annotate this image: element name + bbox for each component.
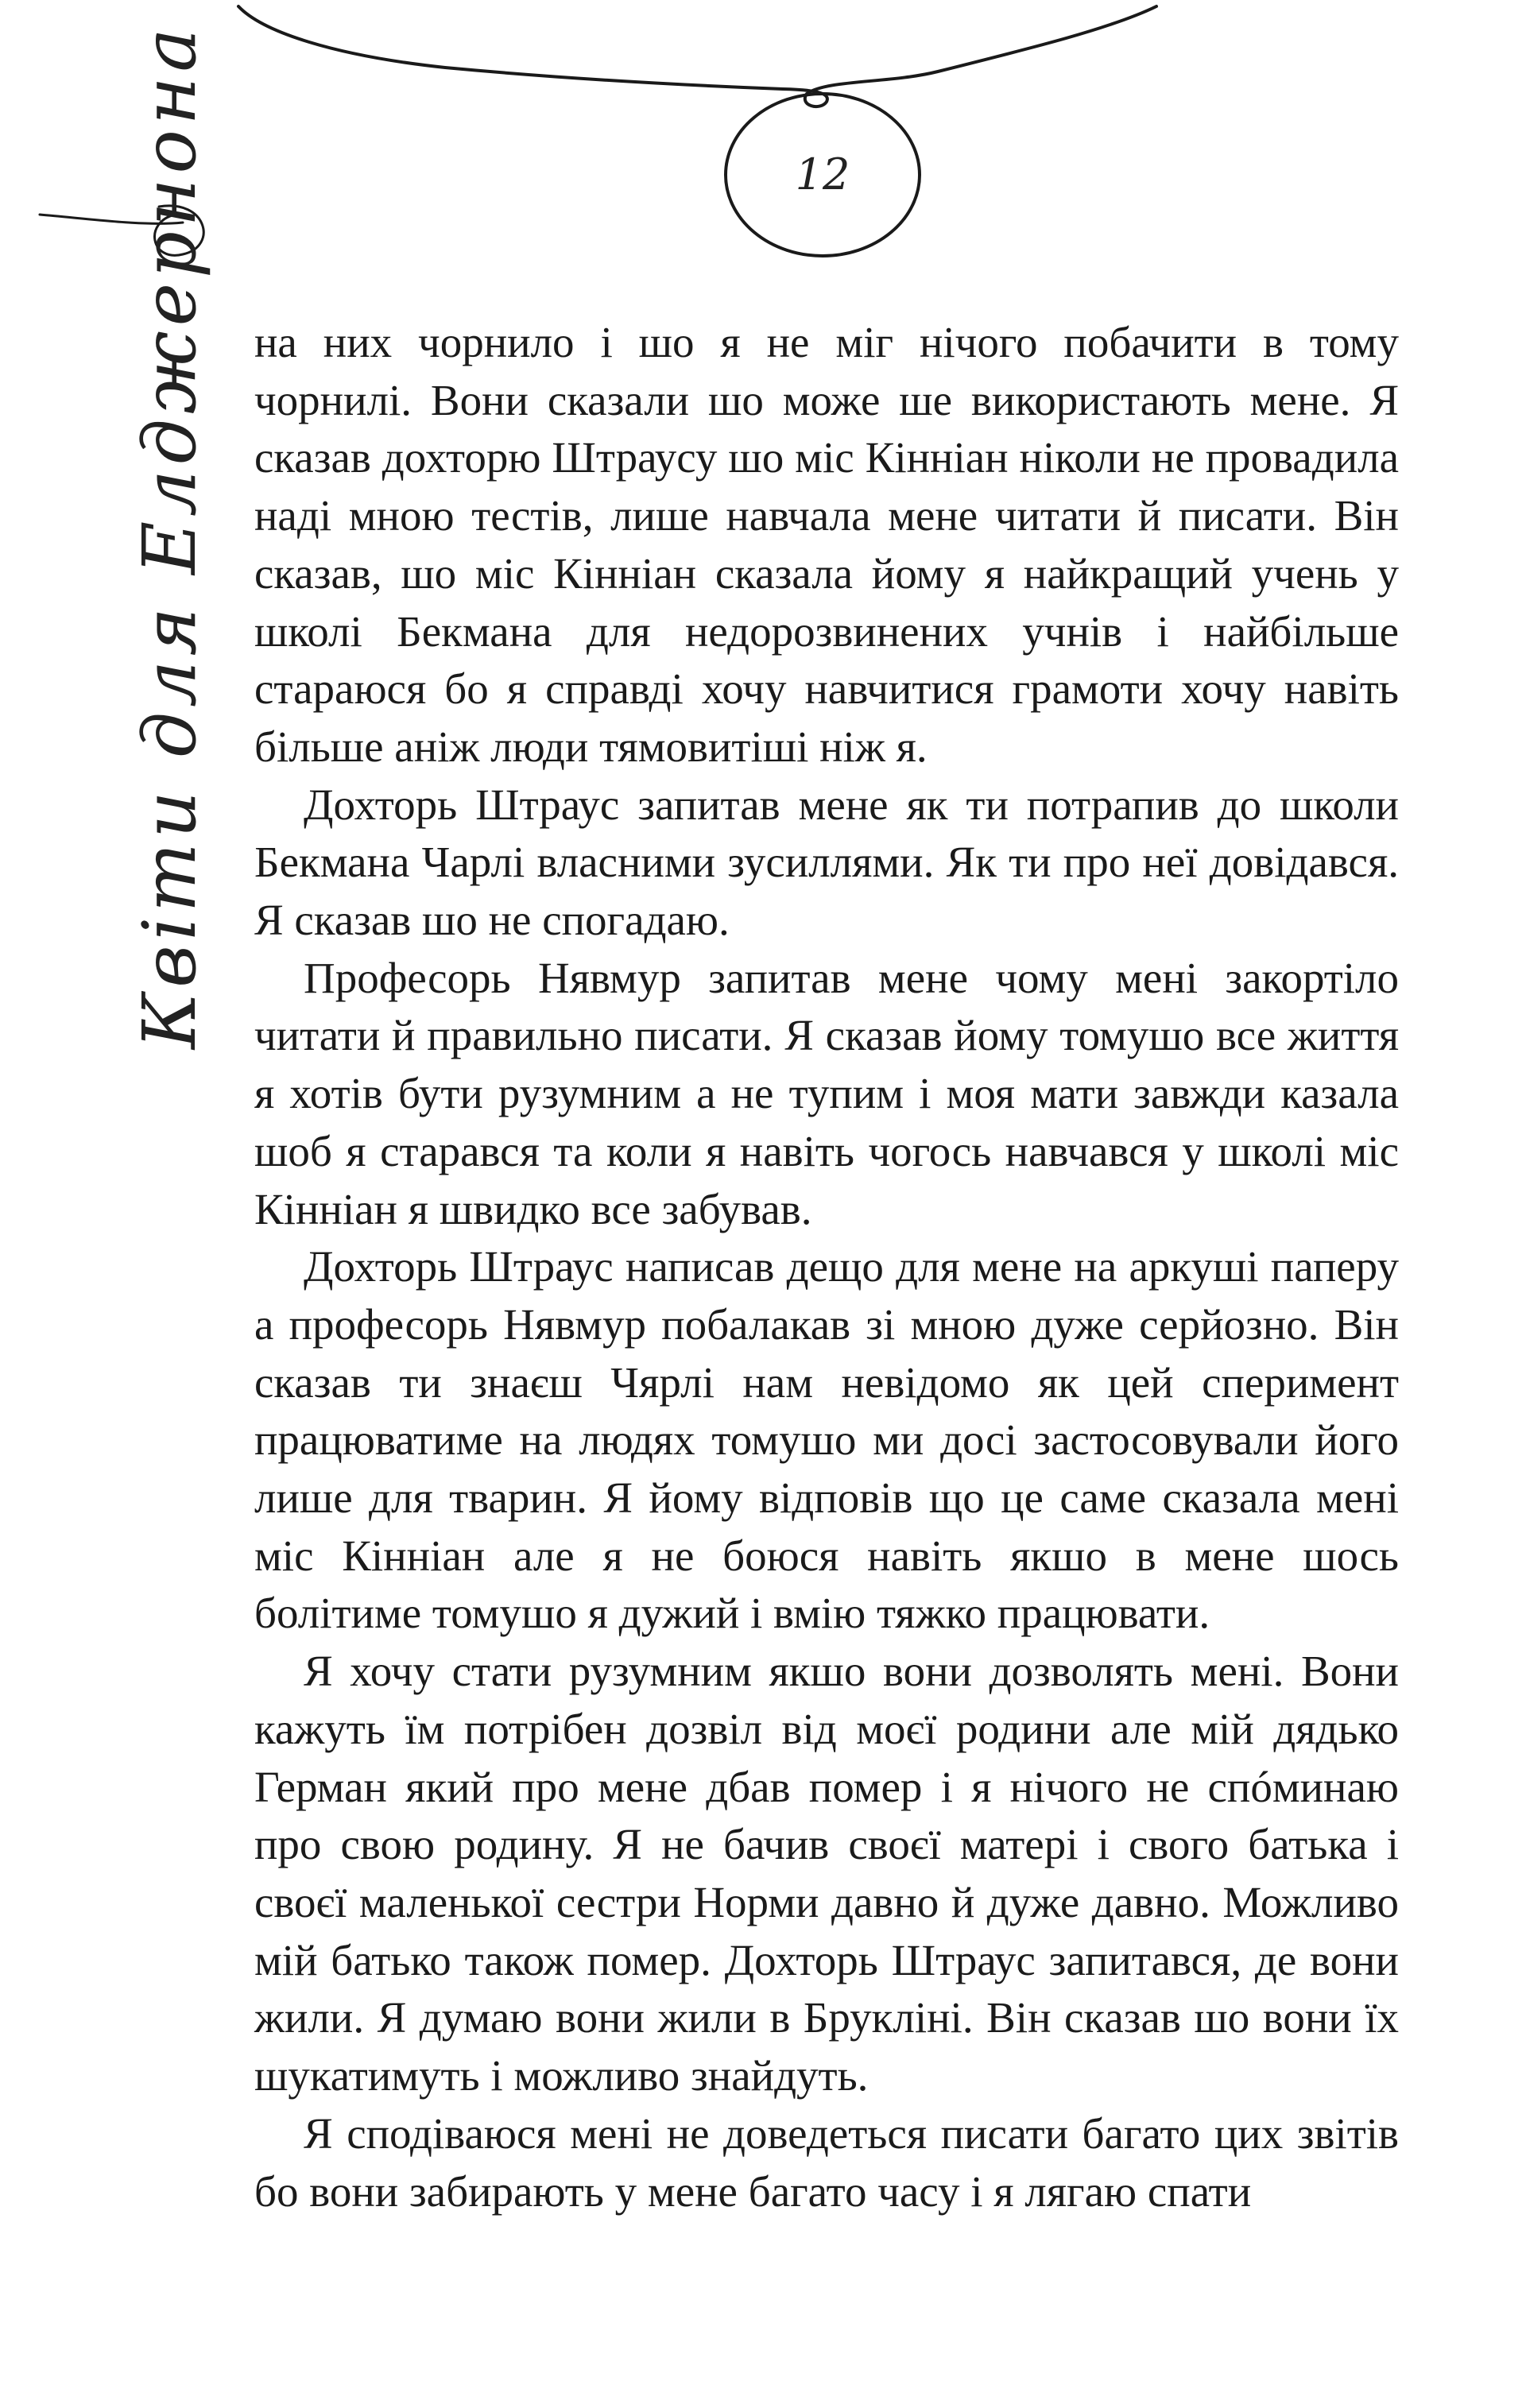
running-title-text: Квіти для Елджернона — [127, 23, 212, 1049]
page-number: 12 — [795, 149, 850, 199]
paragraph: Дохторь Штраус написав дещо для мене на аркуші паперу а професорь Нявмур побалакав зі мною дуже серйозно. Він сказав ти знаєш Чярлі нам невідомо як цей сперимент працюватиме на людях томушо ми досі застосовували його лише для тварин. Я йому відповів що це саме сказала мені міс Кінніан але я не боюся навіть якшо в мене шось болітиме томушо я дужий і вмію тяжко працювати. — [254, 1242, 1399, 1638]
paragraph: Я сподіваюся мені не доведеться писати багато цих звітів бо вони забирають у мене багато часу і я лягаю спати — [254, 2108, 1399, 2216]
running-title-vertical — [24, 23, 230, 1065]
paragraph: Я хочу стати рузумним якшо вони дозволять мені. Вони кажуть їм потрібен дозвіл від моєї родини але мій дядько Герман який про мене дбав помер і я нічого не спóминаю про свою родину. Я не бачив своєї матері і свого батька і своєї маленької сестри Норми давно й дуже давно. Можливо мій батько також помер. Дохторь Штраус запитався, де вони жили. Я думаю вони жили в Брукліні. Він сказав шо вони їх шукатимуть і можливо знайдуть. — [254, 1647, 1399, 2100]
paragraph: на них чорнило і шо я не міг нічого побачити в тому чорнилі. Вони сказали шо може ше використають мене. Я сказав дохторю Штраусу шо міс Кінніан ніколи не провадила наді мною тестів, лише навчала мене читати й писати. Він сказав, шо міс Кінніан сказала йому я найкращий учень у школі Бекмана для недорозвинених учнів і найбільше стараюся бо я справді хочу навчитися грамоти хочу навіть більше аніж люди тямовитіші ніж я. — [254, 318, 1399, 771]
page-body-text — [254, 314, 1399, 2220]
paragraph: Дохторь Штраус запитав мене як ти потрапив до школи Бекмана Чарлі власними зусиллями. Як ти про неї довідався. Я сказав шо не спогадаю. — [254, 780, 1399, 945]
flourish-line — [238, 6, 1156, 106]
paragraph: Професорь Нявмур запитав мене чому мені закортіло читати й правильно писати. Я сказав йому томушо все життя я хотів бути рузумним а не тупим і моя мати завжди казала шоб я старався та коли я навіть чогось навчався у школі міс Кінніан я швидко все забував. — [254, 953, 1399, 1233]
